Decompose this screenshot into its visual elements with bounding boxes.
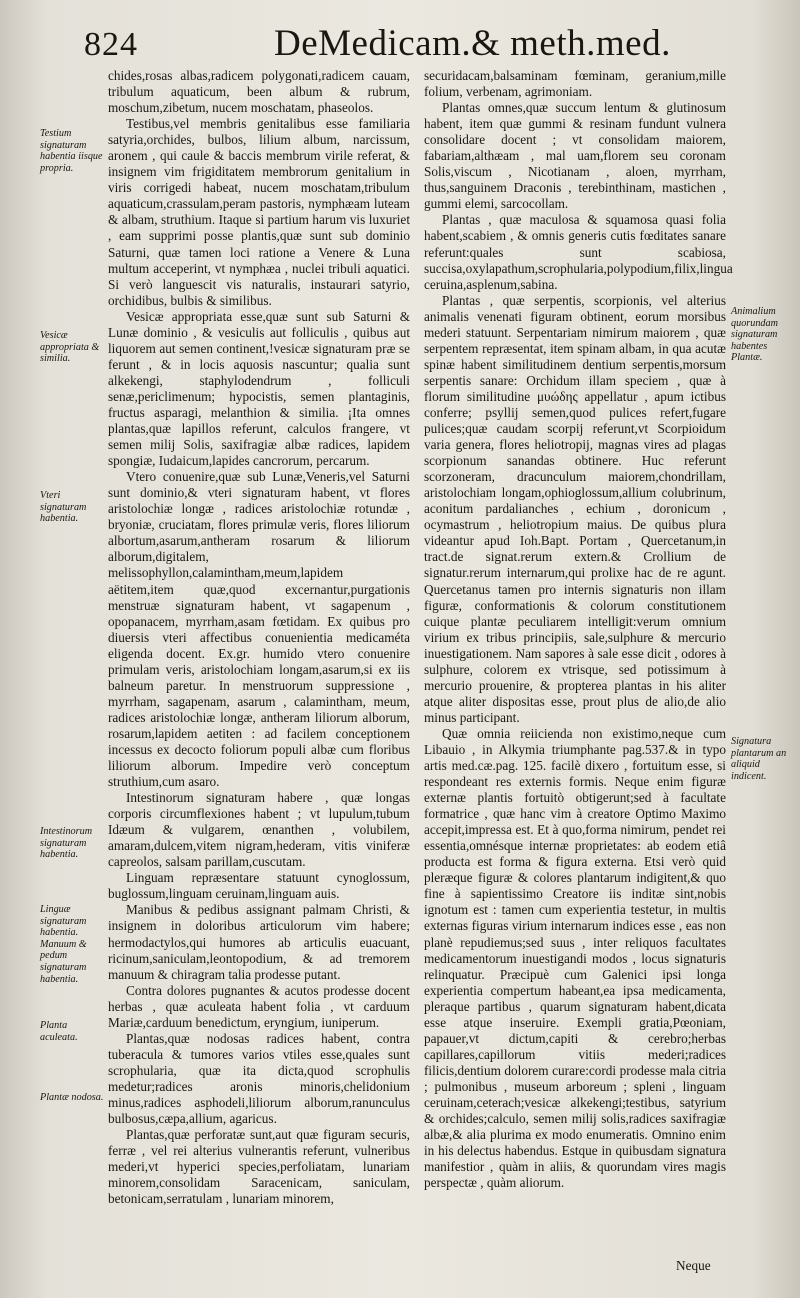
paragraph: Vesicæ appropriata esse,quæ sunt sub Saturni & Lunæ dominio , & vesiculis aut folliculis , quibus aut liquorem aut semen continent,!vesicæ signaturam præ se ferunt , & in locis aquosis nascuntur; qualia sunt alkekengi, staphylodendrum , folliculi senæ,periclimenum; hypocistis, semen plantaginis, fructus asparagi, melanthion & similia. ¡Ita omnes plantas,quæ lapillos referunt, calculos frangere, vt semen milij Solis, saxifragiæ albæ radices, lapidem spongiæ, Iudaicum,lapides cancrorum, percarum.	[108, 308, 410, 469]
right-column	[424, 68, 733, 1191]
paragraph: Linguam repræsentare statuunt cynoglossum, buglossum,linguam ceruinam,linguam auis.	[108, 870, 410, 902]
paragraph: Manibus & pedibus assignant palmam Christi, & insignem in doloribus articulorum vim habere; hermodactylos,qui humores ab articulis euacuant, ricinum,saniculam,leontopodium, & ad tremorem manuum & chiragram talia prodesse putant.	[108, 902, 410, 982]
paragraph: securidacam,balsaminam fœminam, geranium,mille folium, verbenam, agrimoniam.	[424, 68, 726, 100]
paragraph: Vtero conuenire,quæ sub Lunæ,Veneris,vel Saturni sunt dominio,& vteri signaturam habent, vt flores aristolochiæ longæ , radices aristolochiæ rotundæ , bryoniæ, cruciatam, flores primulæ veris, flores liliorum albortum,asarum,antheram rosarum & liliorum alborum,digitalem, melissophyllon,calamintham,meum,lapidem aëtitem,item quæ,quod excernantur,purgationis menstruæ signaturam habent, vt sagapenum , opopanacem, myrrham,asam fœtidam. Ex quibus pro diuersis vteri affectibus conuenientia medicaméta eligenda docent. Ex.gr. humido vtero conuenire primulam veris, aristolochiam longam,asarum,si ex iis balneum paretur. In menstruorum suppressione , myrrham, sagapenam, asarum , calamintham, meum, radices aristolochiæ longæ, antheram liliorum alborum, rosarum,lapidem aetiten : ad facilem conceptionem incessus ex decocto foliorum populi albæ cum floribus liliorum alborum. Impedire verò conceptum struthium,cum asaro.	[108, 469, 410, 790]
paragraph: chides,rosas albas,radicem polygonati,radicem cauam, tribulum aquaticum, been album & rubrum, moschum,zibetum, nucem moschatam, phaseolos.	[108, 68, 410, 116]
sidenote-testium: Testium signaturam habentia iisque propria.	[40, 128, 103, 174]
paragraph: Testibus,vel membris genitalibus esse familiaria satyria,orchides, bulbos, lilium album, narcissum, aronem , qui caule & baccis membrum virile referat, & insignem vim frigiditatem membrorum genitalium in viris corrigedi habeat, nucem moschatam,tribulum aquaticum,crassulam,peram pastoris, nymphæam luteam & albam, struthium. Itaque si partium harum vis luxuriet , eam supprimi posse plantis,quæ sunt sub dominio Saturni, quæ tamen loci ratione a Venere & Luna multum acceperint, vt nymphæa , nuclei tribuli aquatici. Si verò languescit vis naturalis, instaurari satyrio, orchidibus, bulbis & similibus.	[108, 116, 410, 308]
sidenote-lingua: Linguæ signaturam habentia. Manuum & pedum signaturam habentia.	[40, 904, 87, 985]
paragraph: Plantas , quæ serpentis, scorpionis, vel alterius animalis venenati figuram obtinent, eorum morsibus mederi statuunt. Serpentariam nimirum maiorem , quæ serpentem repræsentat, item spinam albam, in qua acutæ spinæ habent similitudinem dentium serpentis,morsum serpentis sanare: Orchidum illam speciem , quæ à florum similitudine μυώδης appellatur , apum ictibus conferre; psyllij semen,quod pulices refert,fugare pulices;quæ caudam scorpij referunt,vt Scorpioidum varia genera, flores heliotropij, magnas vires ad plagas scorpionum sanandas obtinere. Huc referunt scorzoneram, dracunculum maiorem,chondrillam, aristolochiam longam,ophioglossum,allium colubrinum, aconitum pardalianches , echium , doronicum , ocymastrum , heliotropium maius. De quibus plura videantur apud Ioh.Bapt. Portam , Quercetanum,in tract.de signat.rerum extern.& Crollium de signatur.rerum internarum,qui prolixe hac de re agunt. Quercetanus tamen pro internis signaturis non illam figuræ, conformationis & colorum constitutionem cuique plantæ peculiarem intelligit:verum omnium virium ex tribus principiis, sale,sulphure & mercurio inuestigationem. Nam sapores à sale esse dicit , odores à sulphure, colorem ex vtrisque, sed potissimum à mercurio prouenire, & propterea plantas in his aliter atque aliter dispositas esse, prout plus de alio,de alio minus participant.	[424, 292, 726, 725]
paragraph: Plantas,quæ perforatæ sunt,aut quæ figuram securis, ferræ , vel rei alterius vulnerantis referunt, vulneribus mederi,vt hyperici species,perfoliatam, lunariam minorem,consolidam Saracenicam, saniculam, betonicam,serratulam , lunariam minorem,	[108, 1127, 410, 1207]
sidenote-planta-nodosa: Plantæ nodosa.	[40, 1092, 104, 1103]
sidenote-animalium: Animalium quorundam signaturam habentes Plantæ.	[731, 306, 778, 364]
sidenote-uteri: Vteri signaturam habentia.	[40, 490, 87, 525]
sidenote-planta-aculeata: Planta aculeata.	[40, 1020, 78, 1043]
catchword: Neque	[676, 1258, 711, 1273]
paragraph: Plantas,quæ nodosas radices habent, contra tuberacula & tumores varios vtiles esse,quales sunt scrophularia, quæ ita dicta,quod scrophulis medetur;radices aronis minoris,chelidonium minus,radices asphodeli,liliorum alborum,ranunculus bulbosus,cæpa,allium, agaricus.	[108, 1030, 410, 1127]
sidenote-signatura-indicent: Signatura plantarum an aliquid indicent.	[731, 736, 787, 782]
left-column	[108, 68, 410, 1207]
sidenote-vesicae: Vesicæ appropriata & similia.	[40, 330, 100, 365]
page-header	[84, 22, 760, 70]
page-number: 824	[84, 26, 138, 63]
running-title: DeMedicam.& meth.med.	[274, 23, 671, 64]
paragraph: Contra dolores pugnantes & acutos prodesse docent herbas , quæ aculeata habent folia , vt carduum Mariæ,carduum benedictum, eryngium, iuniperum.	[108, 982, 410, 1030]
paragraph: Plantas omnes,quæ succum lentum & glutinosum habent, item quæ gummi & resinam fundunt vulnera consolidare docent ; vt consolidam maiorem, fabariam,althæam , mal uam,florem seu coronam Solis,viscum , Nicotianam , aloen, myrrham, thus,sanguinem Draconis , terebinthinam, mastichen , gummi elemi, sarcocollam.	[424, 100, 726, 212]
paragraph: Quæ omnia reiicienda non existimo,neque cum Libauio , in Alkymia triumphante pag.537.& in typo artis med.cæ.pag. 125. facilè dixero , fortuitum esse, si respondeant res externis formis. Neque enim figuræ externæ plantis fortuitò obtigerunt;sed à facultate formatrice , quæ hanc vim à creatore Optimo Maximo accepit,impressa est. Et à quo,forma nimirum, pendet rei essentia,omnésque internæ proprietates: ab eodem etiâ producta est forma & figura externa. Etsi verò quid pleræque figuræ & colores plantarum indigitent,& quo fine à sapientissimo Creatore iis inditæ sint,nobis ignotum est : tamen cum experientia testetur, in multis externas figuras virium internarum indices esse , eas non planè repudiemus;sed suus , inter reliquos facultates medicamentorum inuestigandi modos , locus signaturis relinquatur. Præcipuè cum Galenici ipsi longa experientia compertum habeant,ea ipsa medicamenta, pleraque partibus , quarum signaturam habent,dicata esse atque inseruire. Exempli gratia,Pœoniam, papauer,vt dictum,capiti & cerebro;herbas capillares,capillorum vitiis mederi;radices filicis,dentium dolorem curare:cordi prodesse mala citria ; pulmonibus , museum arboreum ; spleni , linguam ceruinam,ceterach;vesicæ alkekengi;testibus, satyrium & orchides;calculo, semen milij solis,radices saxifragiæ albæ,& alia plurima ex modo enumeratis. Omnino enim in his delectus habendus. Estque in quibusdam signatura manifestior , quàm in aliis, & quorundam vires magis perspectæ , quàm aliorum.	[424, 725, 726, 1191]
paragraph: Plantas , quæ maculosa & squamosa quasi folia habent,scabiem , & omnis generis cutis fœditates sanare referunt:quales sunt scabiosa, succisa,oxylapathum,scrophularia,polypodium,filix,lingua ceruina,asplenum,sabina.	[424, 212, 733, 292]
paragraph: Intestinorum signaturam habere , quæ longas corporis circumflexiones habent ; vt lupulum,tubum Idæum & vulgarem, œnanthen , volubilem, amaram,dulcem,vitem nigram,hederam, vitis viniferæ capreolos, salsam parillam,cuscutam.	[108, 790, 410, 870]
sidenote-intestinorum: Intestinorum signaturam habentia.	[40, 826, 93, 861]
